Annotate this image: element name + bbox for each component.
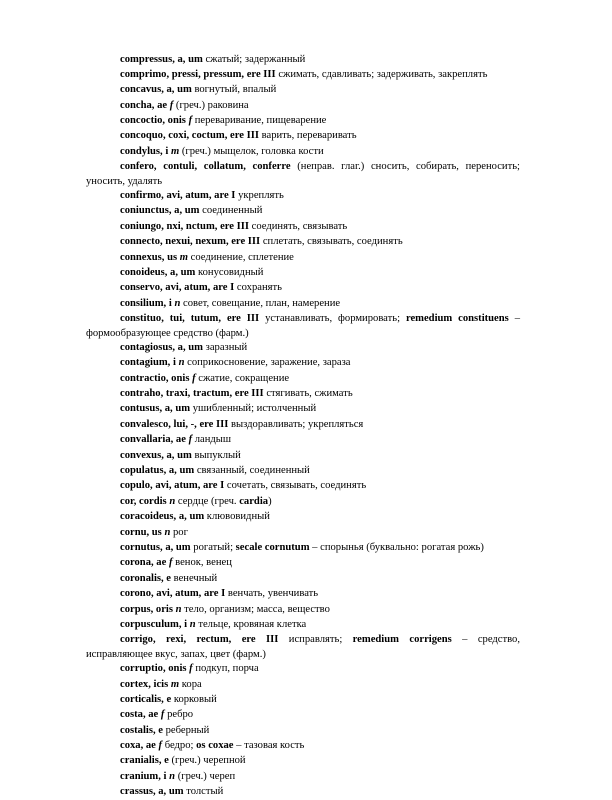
headword-text: corona, ae: [120, 557, 167, 569]
headword-text: cornu, us: [120, 526, 162, 538]
dictionary-entry: [0, 586, 612, 601]
dictionary-entry: [0, 617, 612, 632]
headword-text: n: [169, 495, 176, 507]
dictionary-entry: [0, 113, 612, 128]
headword-text: n: [174, 297, 181, 309]
definition-text: бедро;: [162, 740, 197, 752]
dictionary-entry: [0, 203, 612, 218]
headword-text: cardia: [239, 495, 269, 507]
definition-text: заразный: [203, 341, 248, 353]
headword-text: coniunctus, a, um: [120, 205, 200, 217]
definition-text: венок, венец: [172, 557, 232, 569]
dictionary-entry: [0, 234, 612, 249]
headword-text: f: [188, 115, 193, 127]
dictionary-entry: [0, 82, 612, 97]
headword-text: n: [178, 357, 185, 369]
definition-text: тельце, кровяная клетка: [195, 618, 307, 630]
dictionary-entry: [0, 555, 612, 570]
definition-text: сочетать, связывать, соединять: [224, 480, 367, 492]
dictionary-entry: [0, 311, 612, 326]
headword-text: f: [158, 740, 163, 752]
headword-text: f: [169, 99, 174, 111]
headword-text: confero, contuli, collatum, conferre: [120, 161, 291, 173]
headword-text: contagium, i: [120, 357, 176, 369]
dictionary-entry: [0, 219, 612, 234]
dictionary-entry: [0, 98, 612, 113]
headword-text: cornutus, a, um: [120, 542, 191, 553]
definition-text: устанавливать, формировать;: [259, 313, 406, 325]
definition-text: кора: [179, 678, 202, 690]
headword-text: cortex, icis: [120, 678, 169, 690]
headword-text: connexus, us: [120, 251, 178, 263]
definition-text: варить, переваривать: [258, 130, 357, 142]
definition-text: формообразующее средство (фарм.): [86, 327, 249, 339]
entry-list: [0, 52, 612, 800]
dictionary-entry-continuation: [0, 175, 612, 188]
dictionary-entry: [0, 540, 612, 555]
headword-text: convallaria, ae: [120, 434, 186, 446]
definition-text: совет, совещание, план, намерение: [180, 297, 341, 309]
headword-text: n: [169, 770, 176, 782]
headword-text: cor, cordis: [120, 495, 167, 507]
definition-text: тело, организм; масса, вещество: [181, 603, 330, 615]
headword-text: corono, avi, atum, are I: [120, 588, 226, 600]
headword-text: secale cornutum: [235, 542, 310, 553]
dictionary-entry: [0, 753, 612, 768]
headword-text: remedium corrigens: [352, 634, 452, 646]
headword-text: contractio, onis: [120, 372, 190, 384]
headword-text: cranium, i: [120, 770, 167, 782]
definition-text: сердце (греч.: [175, 495, 240, 507]
dictionary-entry: [0, 707, 612, 722]
definition-text: ландыш: [192, 434, 232, 446]
definition-text: – тазовая кость: [233, 740, 305, 752]
definition-text: –: [508, 313, 521, 325]
definition-text: венечный: [171, 572, 218, 584]
definition-text: выздоравливать; укрепляться: [228, 418, 364, 430]
dictionary-entry: [0, 661, 612, 676]
headword-text: f: [188, 434, 193, 446]
headword-text: contraho, traxi, tractum, ere III: [120, 388, 264, 400]
dictionary-entry: [0, 677, 612, 692]
definition-text: ребро: [164, 709, 194, 721]
headword-text: coracoideus, a, um: [120, 511, 205, 523]
headword-text: costalis, e: [120, 724, 163, 736]
headword-text: f: [189, 663, 193, 675]
definition-text: (греч.) черепной: [168, 755, 246, 767]
definition-text: исправляющее вкус, запах, цвет (фарм.): [86, 648, 266, 660]
headword-text: f: [192, 372, 196, 384]
definition-text: выпуклый: [191, 449, 241, 461]
headword-text: confirmo, avi, atum, are I: [120, 190, 236, 202]
dictionary-entry: [0, 52, 612, 67]
headword-text: concha, ae: [120, 99, 168, 111]
definition-text: реберный: [162, 724, 210, 736]
headword-text: m: [170, 145, 180, 157]
dictionary-entry: [0, 144, 612, 159]
definition-text: соединение, сплетение: [188, 251, 294, 263]
definition-text: ушибленный; истолченный: [190, 403, 317, 415]
headword-text: connecto, nexui, nexum, ere III: [120, 236, 261, 248]
dictionary-entry: [0, 188, 612, 203]
dictionary-entry: [0, 340, 612, 355]
headword-text: corpus, oris: [120, 603, 173, 615]
dictionary-entry: [0, 448, 612, 463]
headword-text: n: [175, 603, 182, 615]
headword-text: os coxae: [196, 740, 234, 752]
dictionary-entry: [0, 432, 612, 447]
headword-text: corpusculum, i: [120, 618, 188, 630]
headword-text: contagiosus, a, um: [120, 341, 203, 353]
dictionary-entry: [0, 509, 612, 524]
definition-text: рогатый;: [190, 542, 236, 553]
definition-text: переваривание, пищеварение: [192, 115, 327, 127]
headword-text: n: [164, 526, 171, 538]
headword-text: coxa, ae: [120, 740, 156, 752]
headword-text: comprimo, pressi, pressum, ere III: [120, 68, 276, 80]
dictionary-entry-continuation: [0, 327, 612, 340]
dictionary-entry: [0, 525, 612, 540]
headword-text: concavus, a, um: [120, 84, 192, 96]
definition-text: сплетать, связывать, соединять: [260, 236, 403, 248]
dictionary-entry: [0, 571, 612, 586]
definition-text: соприкосновение, заражение, зараза: [184, 357, 351, 369]
dictionary-entry: [0, 463, 612, 478]
dictionary-entry: [0, 250, 612, 265]
headword-text: consilium, i: [120, 297, 172, 309]
headword-text: conoideus, a, um: [120, 266, 196, 278]
dictionary-entry: [0, 401, 612, 416]
definition-text: сохранять: [234, 282, 282, 294]
headword-text: compressus, a, um: [120, 53, 203, 65]
dictionary-entry: [0, 769, 612, 784]
dictionary-entry: [0, 265, 612, 280]
definition-text: стягивать, сжимать: [263, 388, 353, 400]
definition-text: сжатие, сокращение: [195, 372, 290, 384]
headword-text: conservo, avi, atum, are I: [120, 282, 235, 294]
definition-text: соединенный: [199, 205, 263, 217]
headword-text: coronalis, e: [120, 572, 172, 584]
definition-text: сжимать, сдавливать; задерживать, закреплять: [275, 68, 488, 80]
definition-text: (греч.) раковина: [173, 99, 249, 111]
dictionary-entry: [0, 67, 612, 82]
dictionary-entry: [0, 723, 612, 738]
headword-text: corticalis, e: [120, 693, 172, 705]
definition-text: (греч.) череп: [175, 770, 236, 782]
dictionary-entry: [0, 280, 612, 295]
headword-text: convexus, a, um: [120, 449, 192, 461]
dictionary-entry-continuation: [0, 648, 612, 661]
dictionary-entry: [0, 692, 612, 707]
headword-text: condylus, i: [120, 145, 169, 157]
headword-text: m: [170, 678, 180, 690]
definition-text: связанный, соединенный: [194, 465, 310, 477]
dictionary-entry: [0, 386, 612, 401]
dictionary-entry: [0, 417, 612, 432]
definition-text: (греч.) мыщелок, головка кости: [179, 145, 324, 157]
definition-text: подкуп, порча: [192, 663, 259, 675]
dictionary-entry: [0, 128, 612, 143]
definition-text: вогнутый, впалый: [191, 84, 277, 96]
dictionary-entry: [0, 296, 612, 311]
definition-text: ): [268, 495, 272, 507]
dictionary-entry: [0, 632, 612, 647]
headword-text: cranialis, e: [120, 755, 169, 767]
headword-text: m: [179, 251, 189, 263]
definition-text: – спорынья (буквально: рогатая рожь): [309, 542, 484, 553]
definition-text: исправлять;: [278, 634, 353, 646]
definition-text: уносить, удалять: [86, 175, 163, 187]
definition-text: клювовидный: [204, 511, 270, 523]
definition-text: венчать, увенчивать: [225, 588, 319, 600]
dictionary-entry: [0, 159, 612, 174]
definition-text: толстый: [183, 786, 224, 798]
headword-text: coniungo, nxi, nctum, ere III: [120, 220, 250, 232]
headword-text: copulo, avi, atum, are I: [120, 480, 225, 492]
headword-text: copulatus, a, um: [120, 465, 195, 477]
headword-text: concoctio, onis: [120, 115, 186, 127]
headword-text: constituo, tui, tutum, ere III: [120, 313, 260, 325]
dictionary-entry: [0, 371, 612, 386]
dictionary-entry: [0, 478, 612, 493]
definition-text: (неправ. глаг.) сносить, собирать, переносить;: [290, 161, 520, 173]
definition-text: – средство,: [451, 634, 520, 646]
headword-text: f: [160, 709, 165, 721]
dictionary-entry: [0, 355, 612, 370]
definition-text: конусовидный: [195, 266, 264, 278]
headword-text: convalesco, lui, -, ere III: [120, 418, 229, 430]
headword-text: concoquo, coxi, coctum, ere III: [120, 130, 259, 142]
definition-text: рог: [170, 526, 188, 538]
dictionary-entry: [0, 738, 612, 753]
headword-text: remedium constituens: [405, 313, 509, 325]
headword-text: n: [189, 618, 196, 630]
dictionary-entry: [0, 602, 612, 617]
headword-text: corruptio, onis: [120, 663, 187, 675]
headword-text: contusus, a, um: [120, 403, 191, 415]
headword-text: crassus, a, um: [120, 786, 184, 798]
definition-text: сжатый; задержанный: [202, 53, 306, 65]
definition-text: соединять, связывать: [249, 220, 348, 232]
headword-text: f: [168, 557, 173, 569]
headword-text: corrigo, rexi, rectum, ere III: [120, 634, 279, 646]
headword-text: costa, ae: [120, 709, 159, 721]
definition-text: корковый: [171, 693, 217, 705]
dictionary-entry: [0, 494, 612, 509]
definition-text: укреплять: [235, 190, 284, 202]
